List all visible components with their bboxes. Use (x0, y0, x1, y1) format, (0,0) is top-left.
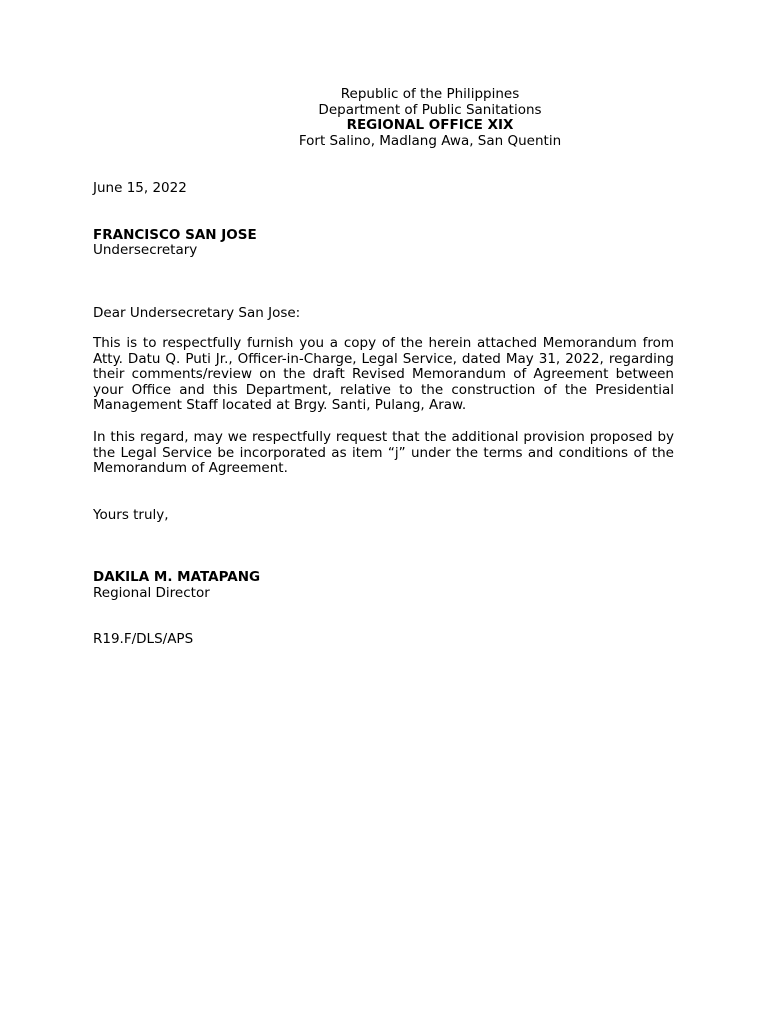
reference-code: R19.F/DLS/APS (93, 631, 194, 647)
letterhead-country: Republic of the Philippines (340, 86, 520, 102)
letter-page (93, 0, 674, 1024)
recipient-name: FRANCISCO SAN JOSE (93, 227, 257, 243)
signatory-name: DAKILA M. MATAPANG (93, 569, 261, 585)
body-paragraph-2: In this regard, may we respectfully request that the additional provision proposed by the Legal Service be incorporated as item “j” under the terms and conditions of the Memorandum of Agreement. (93, 429, 674, 477)
letterhead-office: REGIONAL OFFICE XIX (346, 117, 514, 134)
closing: Yours truly, (93, 507, 169, 523)
letterhead-department: Department of Public Sanitations (318, 101, 542, 118)
signatory-title: Regional Director (93, 585, 210, 601)
letter-date: June 15, 2022 (93, 180, 187, 196)
letterhead (278, 87, 582, 149)
recipient-title: Undersecretary (93, 242, 198, 258)
salutation: Dear Undersecretary San Jose: (93, 305, 301, 321)
letterhead-address: Fort Salino, Madlang Awa, San Quentin (298, 132, 562, 149)
body-paragraph-1: This is to respectfully furnish you a copy of the herein attached Memorandum from Atty. Datu Q. Puti Jr., Officer-in-Charge, Legal Service, dated May 31, 2022, regarding their comments/review on the draft Revised Memorandum of Agreement between your Office and this Department, relative to the construction of the Presidential Management Staff located at Brgy. Santi, Pulang, Araw. (93, 335, 674, 414)
